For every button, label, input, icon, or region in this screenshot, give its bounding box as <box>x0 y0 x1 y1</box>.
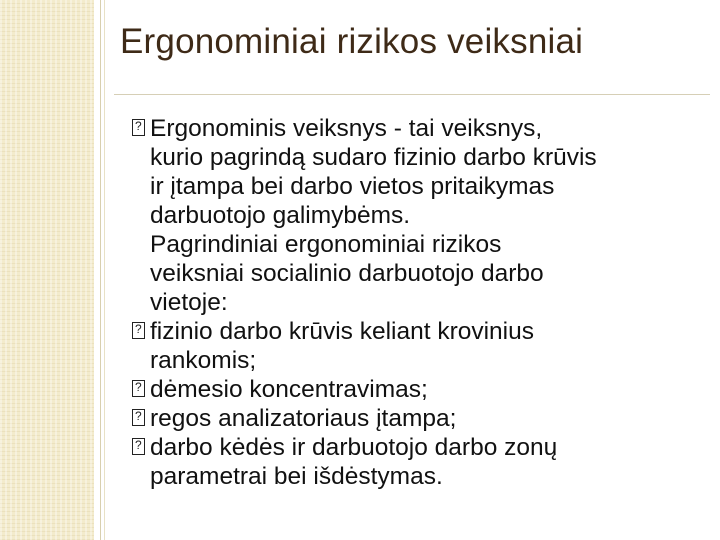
bullet-box-icon <box>132 409 145 426</box>
text-line: fizinio darbo krūvis keliant krovinius <box>150 318 534 345</box>
text-line: darbuotojo galimybėms. <box>150 202 411 229</box>
bullet-item <box>132 317 712 375</box>
title-divider <box>114 94 710 95</box>
slide-title: Ergonominiai rizikos veiksniai <box>120 22 584 61</box>
text-line: dėmesio koncentravimas; <box>150 376 428 403</box>
bullet-box-icon <box>132 438 145 455</box>
bullet-box-icon <box>132 119 145 136</box>
text-line: parametrai bei išdėstymas. <box>150 463 443 490</box>
bullet-box-icon <box>132 380 145 397</box>
bullet-item <box>132 404 712 433</box>
slide-body <box>132 114 712 491</box>
text-line: veiksniai socialinio darbuotojo darbo <box>150 260 544 287</box>
text-line: Pagrindiniai ergonominiai rizikos <box>150 231 502 258</box>
bullet-item <box>132 114 712 317</box>
side-divider <box>100 0 101 540</box>
side-divider-thin <box>104 0 105 540</box>
bullet-item <box>132 375 712 404</box>
text-line: darbo kėdės ir darbuotojo darbo zonų <box>150 434 558 461</box>
bullet-box-icon <box>132 322 145 339</box>
decorative-side-strip <box>0 0 94 540</box>
text-line: kurio pagrindą sudaro fizinio darbo krūvis <box>150 144 597 171</box>
text-line: Ergonominis veiksnys - tai veiksnys, <box>150 115 543 142</box>
text-line: rankomis; <box>150 347 257 374</box>
text-line: vietoje: <box>150 289 228 316</box>
text-line: ir įtampa bei darbo vietos pritaikymas <box>150 173 555 200</box>
text-line: regos analizatoriaus įtampa; <box>150 405 457 432</box>
bullet-item <box>132 433 712 491</box>
